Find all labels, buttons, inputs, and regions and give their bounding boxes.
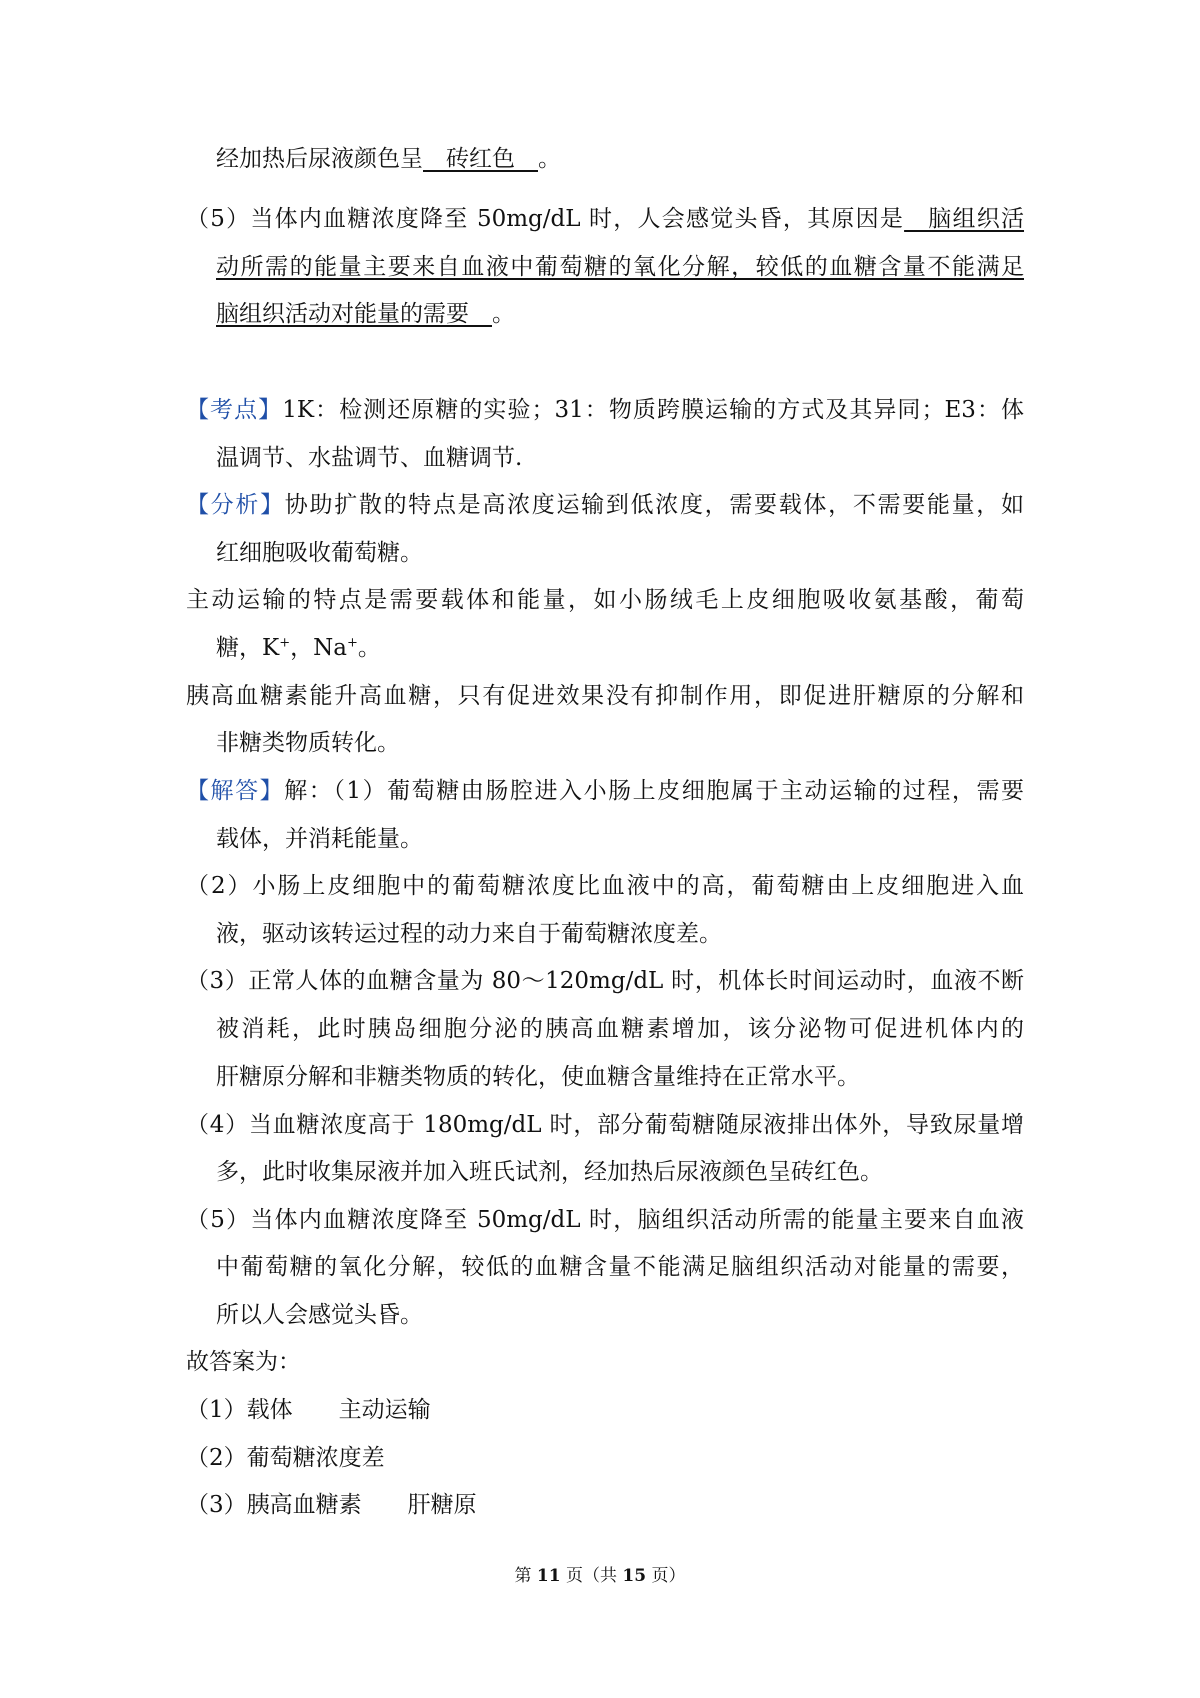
kaodian-line-2: 温调节、水盐调节、血糖调节.: [216, 445, 523, 471]
fenxi-p2-line-2: [216, 633, 381, 663]
q5-suffix: 。: [492, 301, 515, 327]
footer-mid: 页（共: [560, 1566, 623, 1586]
kaodian-tag: 【考点】: [186, 397, 283, 423]
jieda-s5-line-2: 中葡萄糖的氧化分解，较低的血糖含量不能满足脑组织活动对能量的需要，: [216, 1254, 1024, 1280]
fenxi-line-2: 红细胞吸收葡萄糖。: [216, 540, 423, 566]
fenxi-p3-line-1: 胰高血糖素能升高血糖，只有促进效果没有抑制作用，即促进肝糖原的分解和: [186, 683, 1024, 709]
q4-answer: 砖红色: [423, 146, 538, 172]
fenxi-text-1: 协助扩散的特点是高浓度运输到低浓度，需要载体，不需要能量，如: [284, 492, 1025, 518]
answer-3: （3）胰高血糖素 肝糖原: [186, 1492, 477, 1518]
kaodian-text-1: 1K：检测还原糖的实验；31：物质跨膜运输的方式及其异同；E3：体: [282, 397, 1025, 423]
jieda-s5-line-3: 所以人会感觉头昏。: [216, 1302, 423, 1328]
answer-1: （1）载体 主动运输: [186, 1397, 431, 1423]
q5-answer-1: 脑组织活: [904, 206, 1025, 232]
fenxi-line-1: [186, 490, 1024, 520]
na-charge: +: [346, 635, 358, 651]
q5-num: （5）: [186, 206, 251, 232]
jieda-line-1: [186, 776, 1024, 806]
fenxi-p2-b: ，Na: [290, 635, 347, 661]
q4-suffix: 。: [538, 146, 561, 172]
q5-answer-3: 脑组织活动对能量的需要: [216, 301, 492, 327]
q5-prefix: 当体内血糖浓度降至 50mg/dL 时，人会感觉头昏，其原因是: [250, 206, 905, 232]
jieda-tag: 【解答】: [186, 778, 285, 804]
q4-tail-line: [216, 144, 561, 174]
jieda-s3-line-2: 被消耗，此时胰岛细胞分泌的胰高血糖素增加，该分泌物可促进机体内的: [216, 1016, 1024, 1042]
fenxi-p2-c: 。: [357, 635, 381, 661]
jieda-s3-line-3: 肝糖原分解和非糖类物质的转化，使血糖含量维持在正常水平。: [216, 1064, 860, 1090]
page-footer: [0, 1565, 1200, 1587]
footer-pre: 第: [514, 1566, 537, 1586]
kaodian-line-1: [186, 395, 1024, 425]
jieda-s1-line-1: 解：（1）葡萄糖由肠腔进入小肠上皮细胞属于主动运输的过程，需要: [284, 778, 1024, 804]
jieda-s2-line-1: （2）小肠上皮细胞中的葡萄糖浓度比血液中的高，葡萄糖由上皮细胞进入血: [186, 873, 1024, 899]
jieda-s1-line-2: 载体，并消耗能量。: [216, 826, 423, 852]
jieda-s4-line-1: （4）当血糖浓度高于 180mg/dL 时，部分葡萄糖随尿液排出体外，导致尿量增: [186, 1112, 1024, 1138]
jieda-s3-line-1: （3）正常人体的血糖含量为 80～120mg/dL 时，机体长时间运动时，血液不断: [186, 968, 1024, 994]
fenxi-tag: 【分析】: [186, 492, 285, 518]
fenxi-p2-line-1: 主动运输的特点是需要载体和能量，如小肠绒毛上皮细胞吸收氨基酸，葡萄: [186, 587, 1024, 613]
footer-post: 页）: [646, 1566, 686, 1586]
jieda-s4-line-2: 多，此时收集尿液并加入班氏试剂，经加热后尿液颜色呈砖红色。: [216, 1159, 883, 1185]
fenxi-p3-line-2: 非糖类物质转化。: [216, 730, 400, 756]
footer-page-number: 11: [536, 1566, 561, 1586]
answers-intro: 故答案为：: [186, 1349, 301, 1375]
jieda-s5-line-1: （5）当体内血糖浓度降至 50mg/dL 时，脑组织活动所需的能量主要来自血液: [186, 1207, 1024, 1233]
fenxi-p2-a: 糖，K: [216, 635, 280, 661]
q5-line-3: [216, 299, 515, 329]
footer-total-pages: 15: [622, 1566, 647, 1586]
answer-2: （2）葡萄糖浓度差: [186, 1445, 385, 1471]
q5-line-1: [186, 204, 1024, 234]
q4-prefix: 经加热后尿液颜色呈: [216, 146, 423, 172]
k-charge: +: [279, 635, 291, 651]
q5-answer-2: 动所需的能量主要来自血液中葡萄糖的氧化分解，较低的血糖含量不能满足: [216, 254, 1024, 280]
jieda-s2-line-2: 液，驱动该转运过程的动力来自于葡萄糖浓度差。: [216, 921, 722, 947]
